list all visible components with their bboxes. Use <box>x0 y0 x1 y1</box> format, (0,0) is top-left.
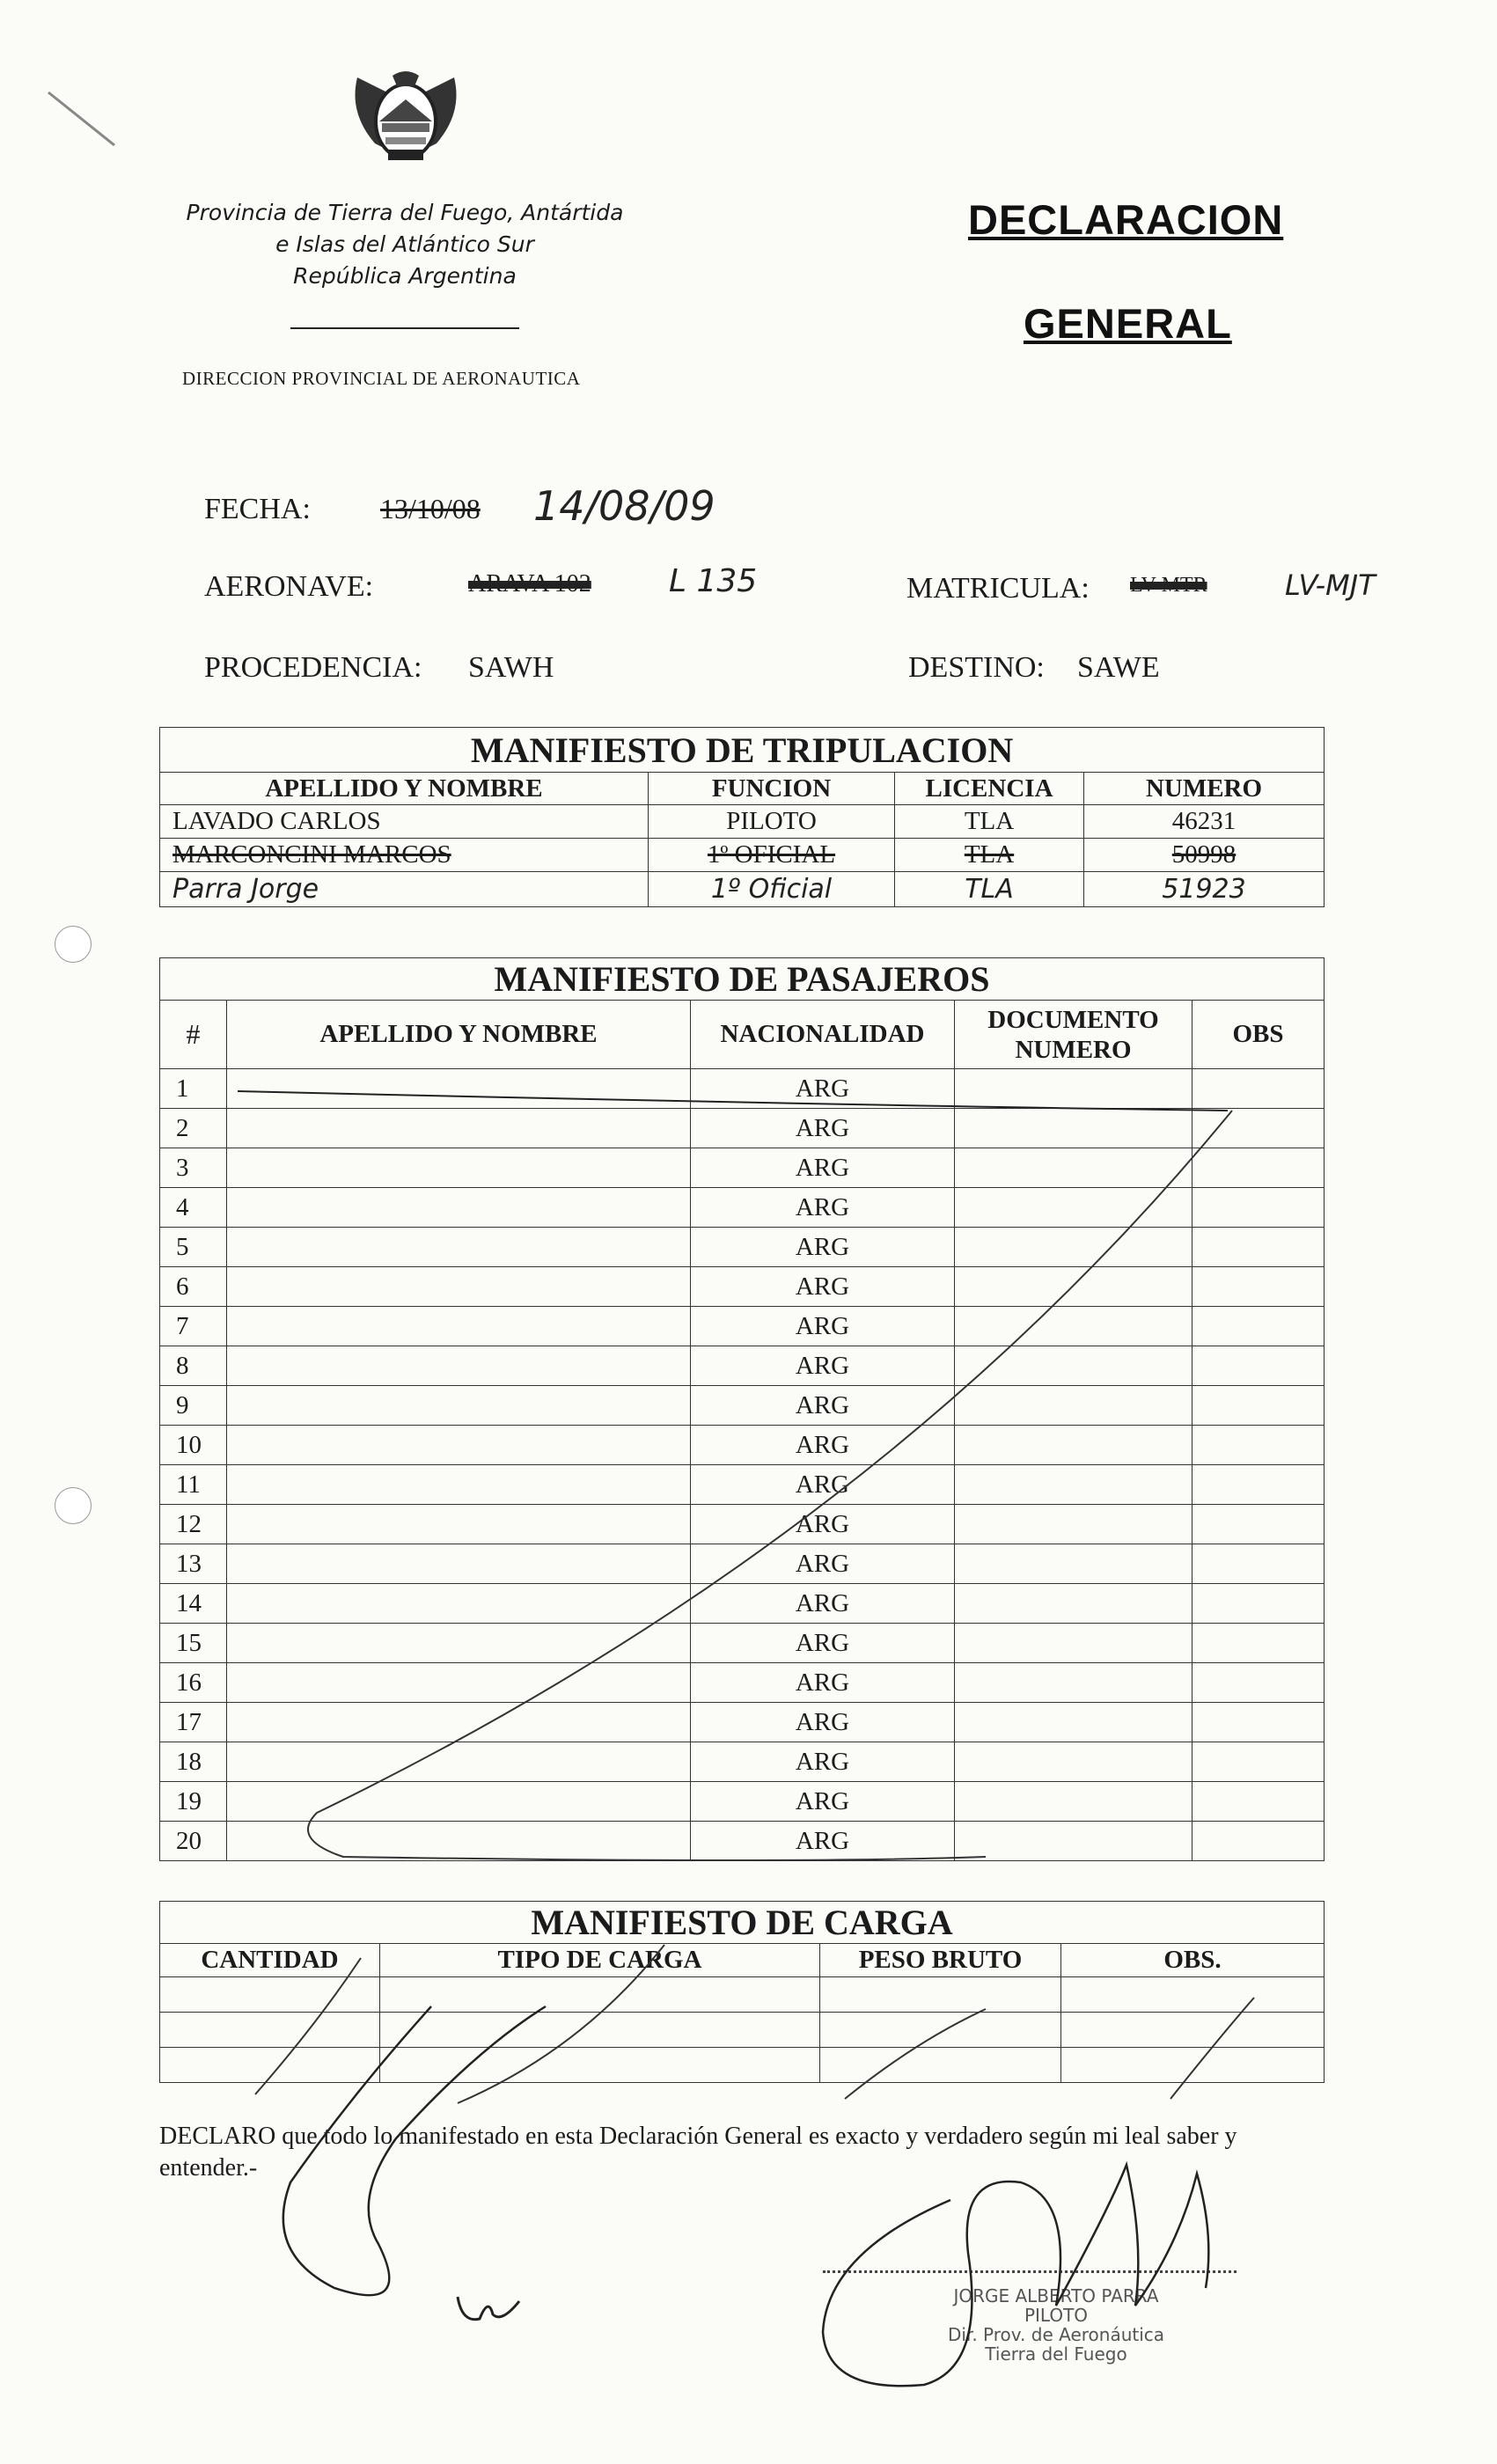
crew-name: LAVADO CARLOS <box>160 805 649 839</box>
cargo-strike-1 <box>255 1958 361 2094</box>
passenger-nationality: ARG <box>691 1782 955 1822</box>
passenger-nationality: ARG <box>691 1505 955 1544</box>
passenger-index: 17 <box>160 1703 227 1742</box>
passenger-col-index: # <box>160 1001 227 1069</box>
declaration-line-1: DECLARO que todo lo manifestado en esta Declaración General es exacto y verdadero según mi leal saber y <box>159 2123 1237 2150</box>
crew-number: 50998 <box>1084 839 1325 872</box>
stamp-line-1: JORGE ALBERTO PARRA <box>953 2285 1159 2306</box>
crew-col-name: APELLIDO Y NOMBRE <box>160 773 649 805</box>
stamp-line-4: Tierra del Fuego <box>985 2343 1127 2365</box>
cargo-col-type: TIPO DE CARGA <box>380 1944 820 1977</box>
passenger-index: 14 <box>160 1584 227 1624</box>
matricula-printed: LV-MTR <box>1130 574 1207 597</box>
passenger-col-obs: OBS <box>1192 1001 1325 1069</box>
crew-license-handwritten: TLA <box>895 872 1084 907</box>
passenger-index: 11 <box>160 1465 227 1505</box>
passenger-col-nationality: NACIONALIDAD <box>691 1001 955 1069</box>
passenger-col-document-line2: NUMERO <box>1015 1035 1132 1064</box>
matricula-label: MATRICULA: <box>906 572 1090 605</box>
passenger-nationality: ARG <box>691 1663 955 1703</box>
province-line-1: Provincia de Tierra del Fuego, Antártida <box>186 200 624 225</box>
passenger-index: 16 <box>160 1663 227 1703</box>
passenger-nationality: ARG <box>691 1624 955 1663</box>
passenger-diagonal-strike <box>308 1111 1232 1860</box>
passenger-index: 12 <box>160 1505 227 1544</box>
passenger-nationality: ARG <box>691 1465 955 1505</box>
cargo-strike-2 <box>458 1945 664 2103</box>
passenger-nationality: ARG <box>691 1544 955 1584</box>
passenger-nationality: ARG <box>691 1069 955 1109</box>
crew-name: MARCONCINI MARCOS <box>160 839 649 872</box>
passenger-nationality: ARG <box>691 1188 955 1228</box>
passenger-nationality: ARG <box>691 1584 955 1624</box>
crew-name-handwritten: Parra Jorge <box>160 872 649 907</box>
passenger-nationality: ARG <box>691 1742 955 1782</box>
passenger-nationality: ARG <box>691 1228 955 1267</box>
direction-name: DIRECCION PROVINCIAL DE AERONAUTICA <box>182 368 581 389</box>
passenger-col-document-line1: DOCUMENTO <box>987 1005 1159 1034</box>
passenger-index: 6 <box>160 1267 227 1307</box>
passenger-index: 18 <box>160 1742 227 1782</box>
passenger-index: 15 <box>160 1624 227 1663</box>
passenger-index: 20 <box>160 1822 227 1861</box>
cargo-manifest-title: MANIFIESTO DE CARGA <box>160 1902 1325 1944</box>
passenger-index: 1 <box>160 1069 227 1109</box>
province-line-2: e Islas del Atlántico Sur <box>275 231 534 257</box>
crew-col-number: NUMERO <box>1084 773 1325 805</box>
crew-license: TLA <box>895 805 1084 839</box>
crew-col-license: LICENCIA <box>895 773 1084 805</box>
signature-right <box>823 2165 1208 2386</box>
passenger-index: 8 <box>160 1346 227 1386</box>
crew-license: TLA <box>895 839 1084 872</box>
stamp-line-2: PILOTO <box>1024 2305 1089 2326</box>
crew-manifest-title: MANIFIESTO DE TRIPULACION <box>160 728 1325 773</box>
initials-mark <box>458 2297 519 2320</box>
passenger-nationality: ARG <box>691 1386 955 1426</box>
procedencia-value: SAWH <box>468 651 554 684</box>
cargo-col-obs: OBS. <box>1061 1944 1325 1977</box>
passenger-nationality: ARG <box>691 1426 955 1465</box>
crew-number: 46231 <box>1084 805 1325 839</box>
procedencia-label: PROCEDENCIA: <box>204 651 422 684</box>
crew-col-function: FUNCION <box>649 773 895 805</box>
passenger-index: 7 <box>160 1307 227 1346</box>
stamp-line-3: Dir. Prov. de Aeronáutica <box>947 2324 1165 2345</box>
passenger-index: 19 <box>160 1782 227 1822</box>
passenger-manifest-title: MANIFIESTO DE PASAJEROS <box>160 958 1325 1001</box>
passenger-nationality: ARG <box>691 1148 955 1188</box>
crew-function-handwritten: 1º Oficial <box>649 872 895 907</box>
crew-function: 1º OFICIAL <box>649 839 895 872</box>
declaration-line-2: entender.- <box>159 2154 258 2182</box>
passenger-nationality: ARG <box>691 1109 955 1148</box>
title-declaracion: DECLARACION <box>968 196 1284 243</box>
passenger-index: 13 <box>160 1544 227 1584</box>
title-general: GENERAL <box>1024 300 1232 347</box>
passenger-nationality: ARG <box>691 1307 955 1346</box>
passenger-index: 2 <box>160 1109 227 1148</box>
passenger-nationality: ARG <box>691 1822 955 1861</box>
passenger-nationality: ARG <box>691 1346 955 1386</box>
cargo-strike-3 <box>845 2009 986 2099</box>
cargo-strike-4 <box>1170 1998 1254 2099</box>
destino-value: SAWE <box>1077 651 1160 684</box>
passenger-index: 3 <box>160 1148 227 1188</box>
destino-label: DESTINO: <box>908 651 1045 684</box>
aeronave-handwritten: L 135 <box>669 563 758 599</box>
crew-number-handwritten: 51923 <box>1084 872 1325 907</box>
fecha-handwritten: 14/08/09 <box>533 482 715 530</box>
passenger-strike-line <box>238 1091 1228 1111</box>
passenger-col-name: APELLIDO Y NOMBRE <box>227 1001 691 1069</box>
fecha-printed: 13/10/08 <box>380 493 481 524</box>
fecha-label: FECHA: <box>204 493 311 525</box>
passenger-nationality: ARG <box>691 1267 955 1307</box>
matricula-handwritten: LV-MJT <box>1285 568 1376 602</box>
passenger-nationality: ARG <box>691 1703 955 1742</box>
passenger-index: 10 <box>160 1426 227 1465</box>
cargo-col-weight: PESO BRUTO <box>820 1944 1061 1977</box>
crew-function: PILOTO <box>649 805 895 839</box>
province-line-3: República Argentina <box>293 263 517 289</box>
passenger-index: 9 <box>160 1386 227 1426</box>
passenger-index: 5 <box>160 1228 227 1267</box>
passenger-index: 4 <box>160 1188 227 1228</box>
aeronave-label: AERONAVE: <box>204 570 374 603</box>
aeronave-printed: ARAVA 102 <box>468 570 591 598</box>
cargo-col-quantity: CANTIDAD <box>160 1944 380 1977</box>
signature-left <box>283 2006 546 2295</box>
